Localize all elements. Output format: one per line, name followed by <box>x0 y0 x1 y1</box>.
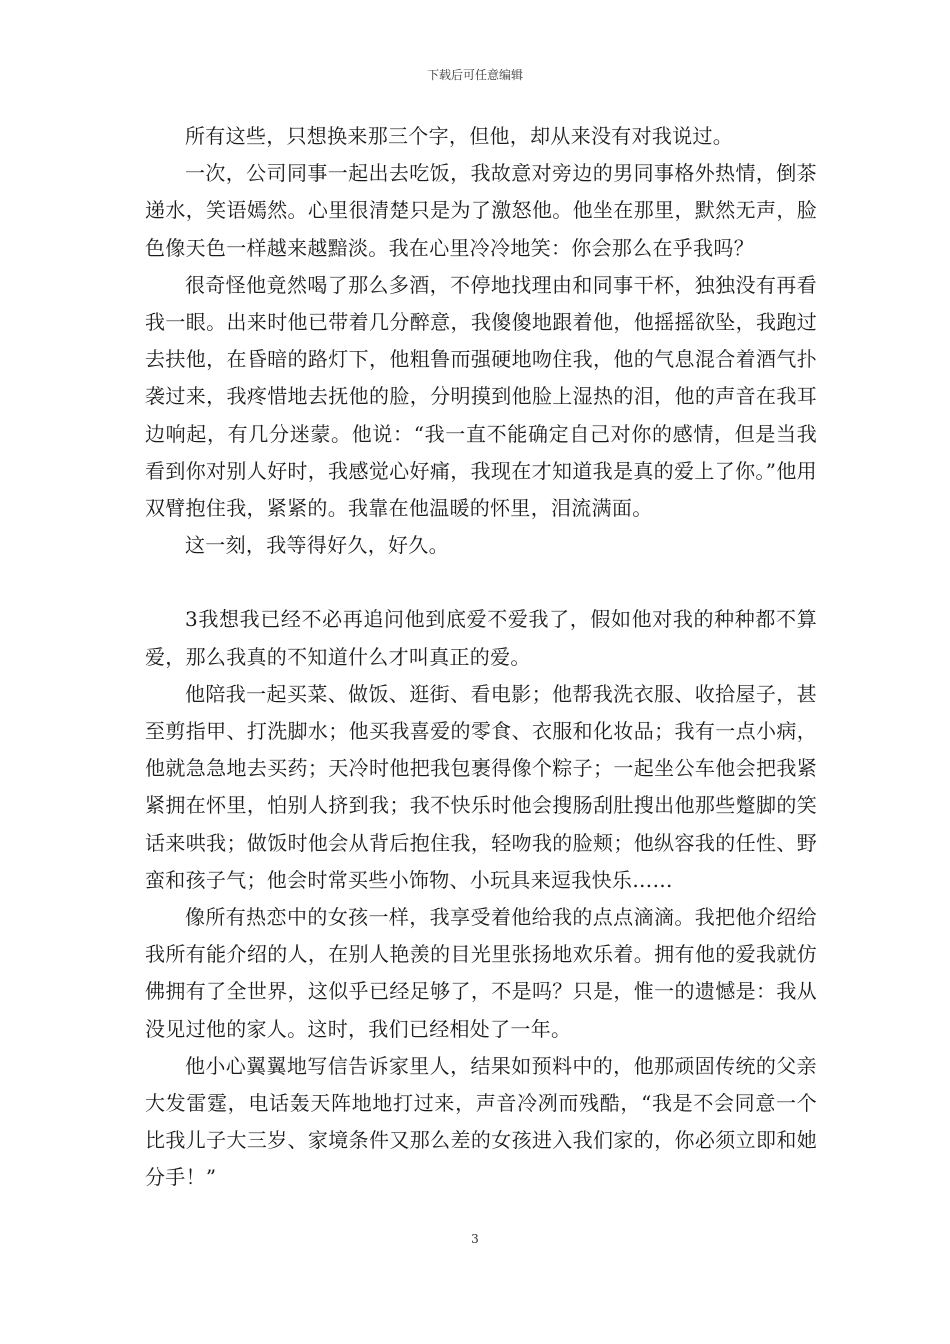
section-spacer <box>145 564 817 601</box>
paragraph: 所有这些，只想换来那三个字，但他，却从来没有对我说过。 <box>185 124 734 148</box>
paragraph: 他陪我一起买菜、做饭、逛街、看电影；他帮我洗衣服、收拾屋子，甚至剪指甲、打洗脚水；他买我喜爱的零食、衣服和化妆品；我有一点小病，他就急急地去买药；天冷时他把我包裹得像个粽子；一起坐公车他会把我紧紧拥在怀里，怕别人挤到我；我不快乐时他会搜肠刮肚搜出他那些蹩脚的笑话来哄我；做饭时他会从背后抱住我，轻吻我的脸颊；他纵容我的任性、野蛮和孩子气；他会时常买些小饰物、小玩具来逗我快乐…… <box>145 681 817 892</box>
paragraph: 很奇怪他竟然喝了那么多酒，不停地找理由和同事干杯，独独没有再看我一眼。出来时他已带着几分醉意，我傻傻地跟着他，他摇摇欲坠，我跑过去扶他，在昏暗的路灯下，他粗鲁而强硬地吻住我，他的气息混合着酒气扑袭过来，我疼惜地去抚他的脸，分明摸到他脸上湿热的泪，他的声音在我耳边响起，有几分迷蒙。他说：“我一直不能确定自己对你的感情，但是当我看到你对别人好时，我感觉心好痛，我现在才知道我是真的爱上了你。”他用双臂抱住我，紧紧的。我靠在他温暖的怀里，泪流满面。 <box>145 272 817 521</box>
paragraph: 他小心翼翼地写信告诉家里人，结果如预料中的，他那顽固传统的父亲大发雷霆，电话轰天阵地地打过来，声音冷冽而残酷，“我是不会同意一个比我儿子大三岁、家境条件又那么差的女孩进入我们家的，你必须立即和她分手！” <box>145 1053 817 1190</box>
page-number: 3 <box>471 1232 479 1246</box>
paragraph: 这一刻，我等得好久，好久。 <box>185 533 449 558</box>
paragraph: 3我想我已经不必再追问他到底爱不爱我了，假如他对我的种种都不算爱，那么我真的不知道什么才叫真正的爱。 <box>145 607 817 669</box>
page-header: 下载后可任意编辑 <box>426 68 523 82</box>
document-body <box>145 118 817 1197</box>
paragraph: 像所有热恋中的女孩一样，我享受着他给我的点点滴滴。我把他介绍给我所有能介绍的人，在别人艳羡的目光里张扬地欢乐着。拥有他的爱我就仿佛拥有了全世界，这似乎已经足够了，不是吗？只是，惟一的遗憾是：我从没见过他的家人。这时，我们已经相处了一年。 <box>145 905 817 1041</box>
paragraph: 一次，公司同事一起出去吃饭，我故意对旁边的男同事格外热情，倒茶递水，笑语嫣然。心里很清楚只是为了激怒他。他坐在那里，默然无声，脸色像天色一样越来越黯淡。我在心里冷冷地笑：你会那么在乎我吗？ <box>145 161 817 260</box>
